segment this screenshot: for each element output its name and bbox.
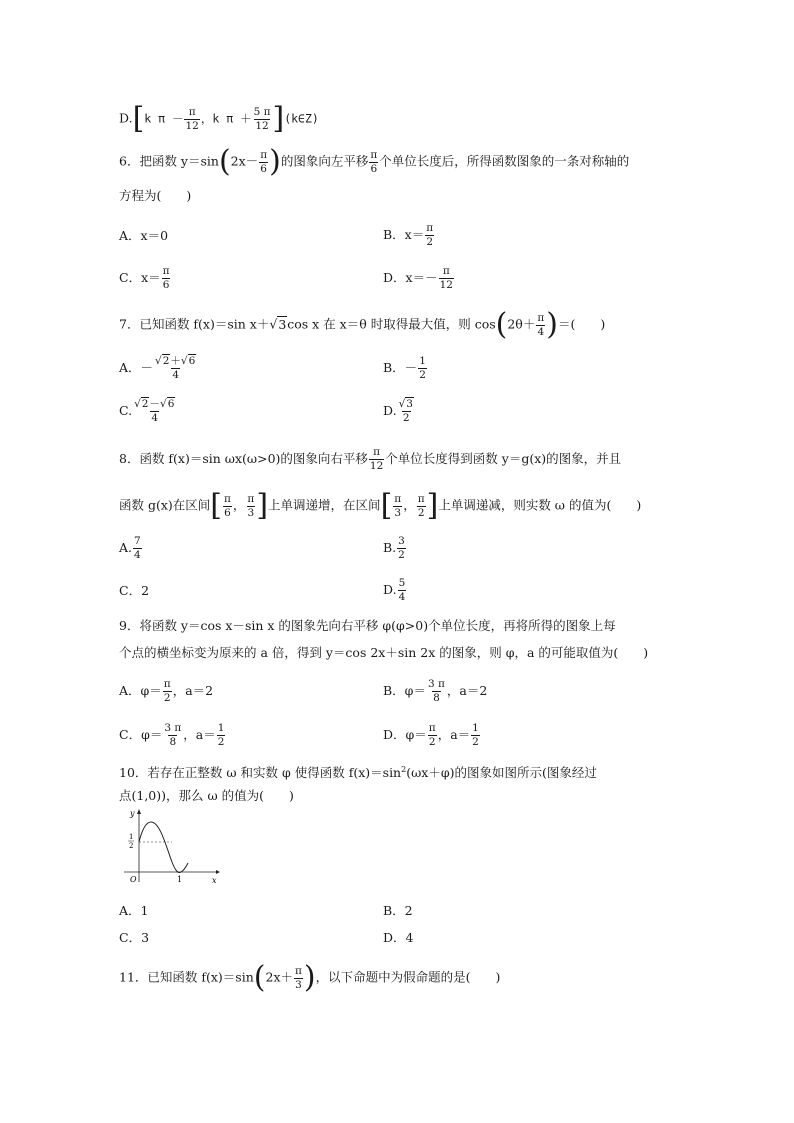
q8-stem-line2: 函数 g(x)在区间[ $\frac{\pi}{6}$ ， $\frac{\pi}{3}$ ]上单调递增，在区间[ $\frac{\pi}{3}$ ， $\frac{\pi}{2}$ ]上单调递减，则实数 ω 的值为( ) [119,488,642,523]
q8-stem-line1: 8．函数 f(x)＝sin ωx(ω>0)的图象向右平移 $\frac{\pi}{12}$ 个单位长度得到函数 y＝g(x)的图象，并且 [119,446,622,472]
y-axis-label: y [130,809,135,818]
q7-option-c: C. $\frac{√2-√6}{4}$ [119,398,175,424]
q7-stem: 7．已知函数 f(x)＝sin x＋√3cos x 在 x＝θ 时取得最大值，则 cos(2θ＋ $\frac{\pi}{4}$ )＝( ) [119,307,606,342]
y-axis-arrow [137,809,141,814]
q8-option-a: A. $\frac{7}{4}$ [119,535,141,561]
half-label-num: 1 [129,833,134,841]
q9-option-d: D．φ＝ $\frac{\pi}{2}$ ，a＝ $\frac{1}{2}$ [383,722,479,748]
q10-stem-line1: 10．若存在正整数 ω 和实数 φ 使得函数 $f(x)=\sin^2(\omega x+\varphi)$的图象如图所示(图象经过 [119,765,597,781]
q9-stem-line1: 9．将函数 y＝cos x－sin x 的图象先向右平移 φ(φ>0)个单位长度，再将所得的图象上每 [119,618,616,633]
q10-option-c: C．3 [119,930,150,945]
q5-option-d: D.[k π － $\frac{\pi}{12}$ ，k π ＋ $\frac{5 \pi}{12}$ ](k∈Z) [119,101,319,136]
half-label-den: 2 [129,842,134,850]
sine-curve [139,822,188,873]
q9-option-c: C．φ＝ $\frac{3 \pi}{8}$ ，a＝ $\frac{1}{2}$ [119,722,225,748]
q6-option-a: A．x＝0 [119,228,169,243]
q9-stem-line2: 个点的横坐标变为原来的 a 倍，得到 y＝cos 2x＋sin 2x 的图象，则 φ，a 的可能取值为( ) [119,645,649,660]
q10-option-a: A．1 [119,903,149,918]
q6-stem-line2: 方程为( ) [119,188,192,203]
q8-option-b: B. $\frac{3}{2}$ [383,535,405,561]
q10-option-b: B．2 [383,903,413,918]
tick-1-label: 1 [177,875,183,884]
q6-stem-line1: 6．把函数 y＝sin(2x－ $\frac{\pi}{6}$ )的图象向左平移 $\frac{\pi}{6}$ 个单位长度后，所得函数图象的一条对称轴的 [119,144,630,179]
q10-graph [120,808,220,886]
origin-label: O [130,875,137,884]
x-axis-arrow [216,870,220,874]
q8-option-c: C．2 [119,583,150,598]
q7-option-b: B．－ $\frac{1}{2}$ [383,355,426,381]
q11-stem: 11．已知函数 f(x)＝sin(2x＋ $\frac{\pi}{3}$ )，以下命题中为假命题的是( ) [119,960,501,995]
q9-option-b: B．φ＝ $\frac{3 \pi}{8}$ ，a＝2 [383,678,488,704]
q6-option-c: C．x＝ $\frac{\pi}{6}$ [119,265,170,291]
q10-stem-line2: 点(1,0))，那么 ω 的值为( ) [119,788,294,803]
q6-option-d: D．x＝－ $\frac{\pi}{12}$ [383,265,453,291]
q8-option-d: D. $\frac{5}{4}$ [383,577,406,603]
q10-option-d: D．4 [383,930,414,945]
q6-option-b: B．x＝ $\frac{\pi}{2}$ [383,222,434,248]
q9-option-a: A．φ＝ $\frac{\pi}{2}$ ，a＝2 [119,678,214,704]
x-axis-label: x [212,876,217,885]
q7-option-d: D. $\frac{√3}{2}$ [383,398,413,424]
q7-option-a: A．－ $\frac{√2+√6}{4}$ [119,355,196,381]
